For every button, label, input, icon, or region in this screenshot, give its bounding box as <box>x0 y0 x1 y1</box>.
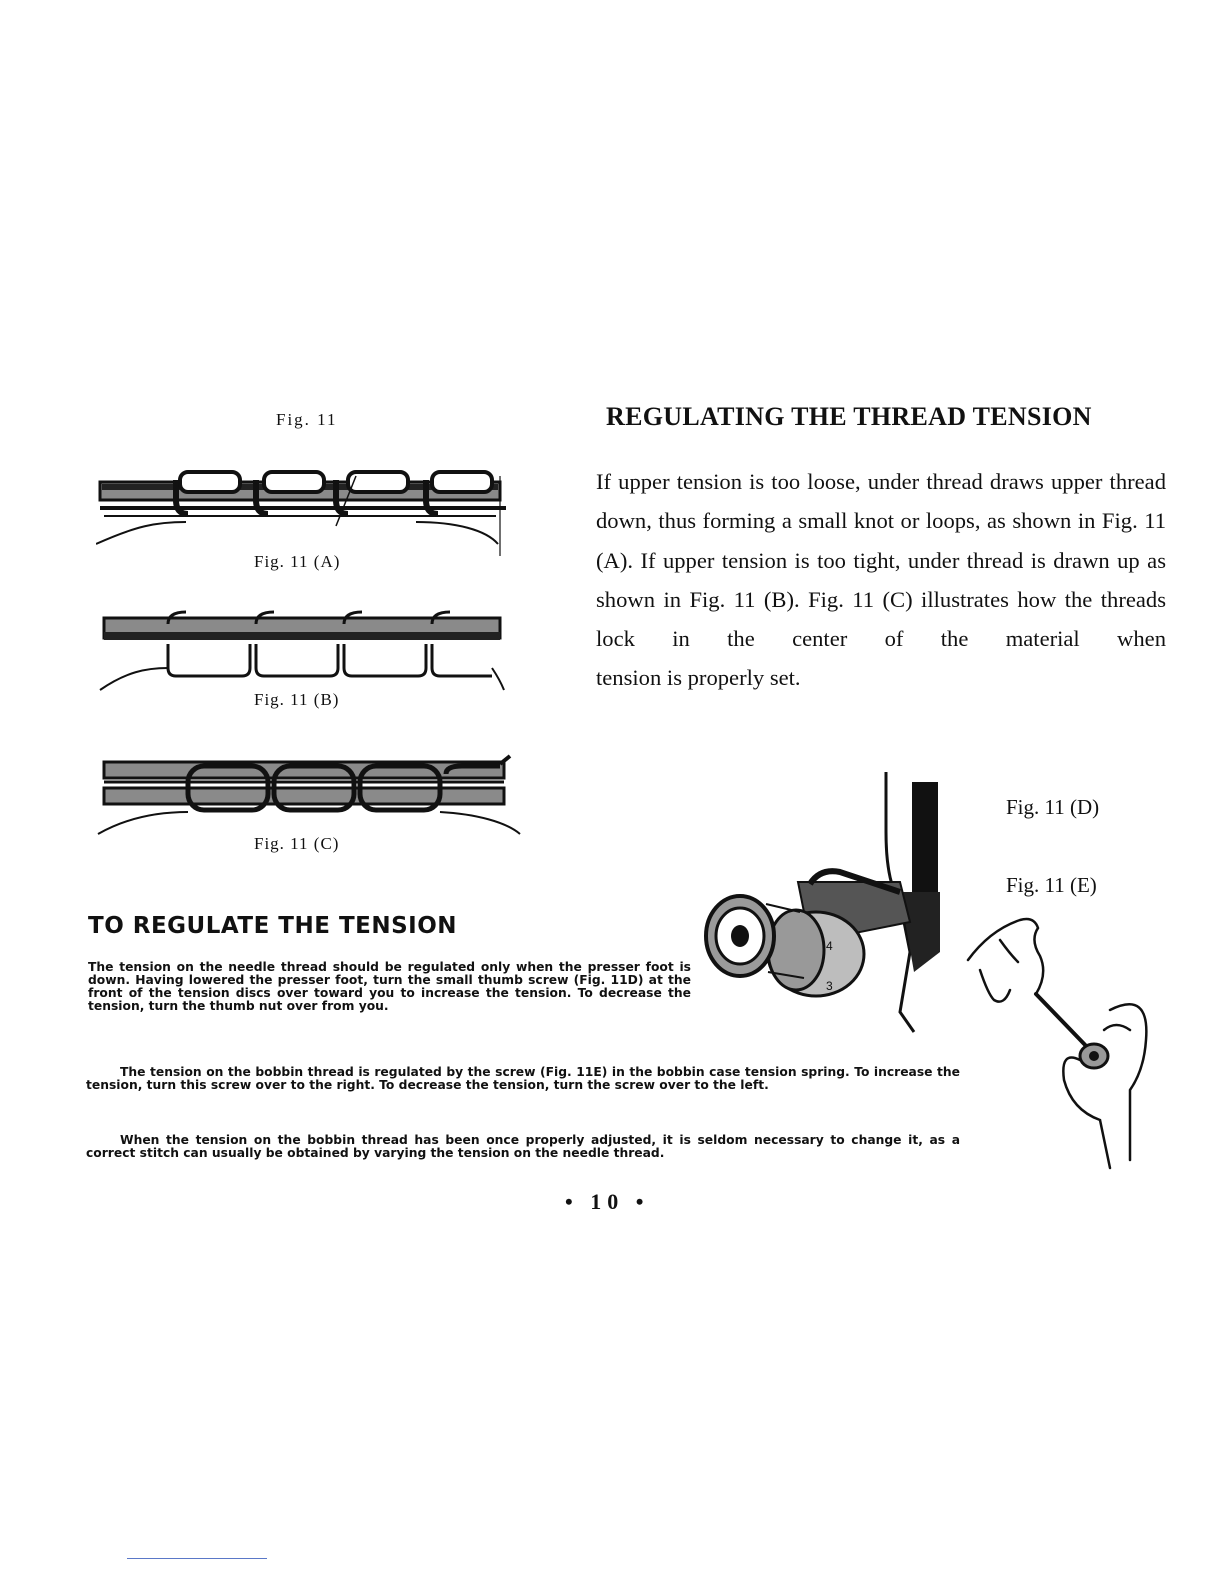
intro-paragraph <box>596 462 1166 698</box>
instruction-paragraph-1 <box>88 961 691 1013</box>
stitch-correct-icon <box>96 752 526 840</box>
svg-text:4: 4 <box>826 939 833 953</box>
figure-caption-e: Fig. 11 (E) <box>1006 873 1097 897</box>
figure-caption-a: Fig. 11 (A) <box>254 552 341 571</box>
footnote-rule <box>127 1558 267 1559</box>
instruction-paragraph-2 <box>86 1066 960 1092</box>
figure-caption-d: Fig. 11 (D) <box>1006 795 1100 819</box>
paragraph-text: When the tension on the bobbin thread has been once properly adjusted, it is seldom necessary to change it, as a correct stitch can usually be obtained by varying the tension on the needle thread. <box>86 1133 960 1160</box>
stitch-loops-too-loose-icon <box>96 466 516 556</box>
instruction-paragraph-3 <box>86 1134 960 1160</box>
intro-text-end: tension is properly set. <box>596 665 801 691</box>
page-number: • 10 • <box>565 1189 650 1214</box>
stitch-too-tight-icon <box>96 604 516 694</box>
bobbin-case-screwdriver-icon <box>960 910 1170 1172</box>
figure-caption-b: Fig. 11 (B) <box>254 690 340 709</box>
figure-label: Fig. 11 <box>276 410 338 429</box>
paragraph-text: The tension on the needle thread should be regulated only when the presser foot is down. Having lowered the presser foot, turn the small thumb screw (Fig. 11D) at the front of the tension discs over toward you to increase the tension. To decrease the tension, turn the thumb nut over from you. <box>88 960 691 1013</box>
intro-text: If upper tension is too loose, under thread draws upper thread down, thus forming a small knot or loops, as shown in Fig. 11 (A). If upper tension is too tight, under thread is drawn up as shown in Fig. 11 (B). Fig. 11 (C) illustrates how the threads lock in the center of the material when <box>596 469 1166 652</box>
section-title: REGULATING THE THREAD TENSION <box>606 402 1092 431</box>
tension-thumb-screw-icon <box>700 772 950 1038</box>
subsection-heading: TO REGULATE THE TENSION <box>88 913 458 939</box>
paragraph-text: The tension on the bobbin thread is regulated by the screw (Fig. 11E) in the bobbin case tension spring. To increase the tension, turn this screw over to the right. To decrease the tension, turn the screw over to the left. <box>86 1065 960 1092</box>
svg-text:3: 3 <box>826 979 833 993</box>
figure-caption-c: Fig. 11 (C) <box>254 834 340 853</box>
